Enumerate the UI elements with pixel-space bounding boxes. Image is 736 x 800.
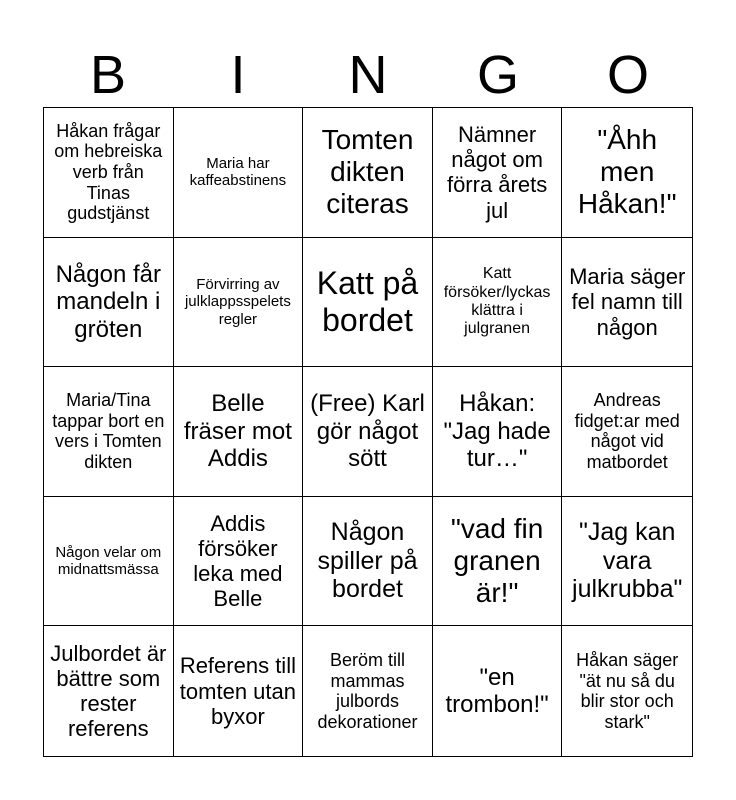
bingo-cell-r4c5[interactable]: "Jag kan vara julkrubba" xyxy=(562,497,692,627)
bingo-cell-r2c3[interactable]: Katt på bordet xyxy=(303,238,433,368)
bingo-cell-r4c4[interactable]: "vad fin granen är!" xyxy=(433,497,563,627)
header-letter-o: O xyxy=(606,45,649,105)
bingo-cell-r1c5[interactable]: "Åhh men Håkan!" xyxy=(562,108,692,238)
header-letter-b: B xyxy=(89,45,127,105)
bingo-cell-r1c3[interactable]: Tomten dikten citeras xyxy=(303,108,433,238)
header-letter-g: G xyxy=(476,45,519,105)
bingo-cell-r4c2[interactable]: Addis försöker leka med Belle xyxy=(174,497,304,627)
bingo-cell-r2c4[interactable]: Katt försöker/lyckas klättra i julgranen xyxy=(433,238,563,368)
bingo-cell-r5c4[interactable]: "en trombon!" xyxy=(433,626,563,756)
bingo-cell-r3c4[interactable]: Håkan: "Jag hade tur…" xyxy=(433,367,563,497)
bingo-cell-r4c3[interactable]: Någon spiller på bordet xyxy=(303,497,433,627)
bingo-header xyxy=(43,42,693,108)
bingo-cell-r3c3[interactable]: (Free) Karl gör något sött xyxy=(303,367,433,497)
bingo-cell-r5c3[interactable]: Beröm till mammas julbords dekorationer xyxy=(303,626,433,756)
bingo-cell-r1c1[interactable]: Håkan frågar om hebreiska verb från Tinas gudstjänst xyxy=(44,108,174,238)
bingo-cell-r4c1[interactable]: Någon velar om midnattsmässa xyxy=(44,497,174,627)
bingo-cell-r3c1[interactable]: Maria/Tina tappar bort en vers i Tomten dikten xyxy=(44,367,174,497)
bingo-cell-r1c2[interactable]: Maria har kaffeabstinens xyxy=(174,108,304,238)
bingo-cell-r5c1[interactable]: Julbordet är bättre som rester referens xyxy=(44,626,174,756)
bingo-grid xyxy=(43,107,693,757)
header-letter-i: I xyxy=(230,45,246,105)
bingo-cell-r3c5[interactable]: Andreas fidget:ar med något vid matbordet xyxy=(562,367,692,497)
bingo-cell-r2c2[interactable]: Förvirring av julklappsspelets regler xyxy=(174,238,304,368)
header-letter-n: N xyxy=(348,45,388,105)
bingo-cell-r1c4[interactable]: Nämner något om förra årets jul xyxy=(433,108,563,238)
bingo-cell-r2c1[interactable]: Någon får mandeln i gröten xyxy=(44,238,174,368)
bingo-cell-r3c2[interactable]: Belle fräser mot Addis xyxy=(174,367,304,497)
bingo-cell-r2c5[interactable]: Maria säger fel namn till någon xyxy=(562,238,692,368)
bingo-cell-r5c2[interactable]: Referens till tomten utan byxor xyxy=(174,626,304,756)
bingo-cell-r5c5[interactable]: Håkan säger "ät nu så du blir stor och stark" xyxy=(576,649,679,732)
